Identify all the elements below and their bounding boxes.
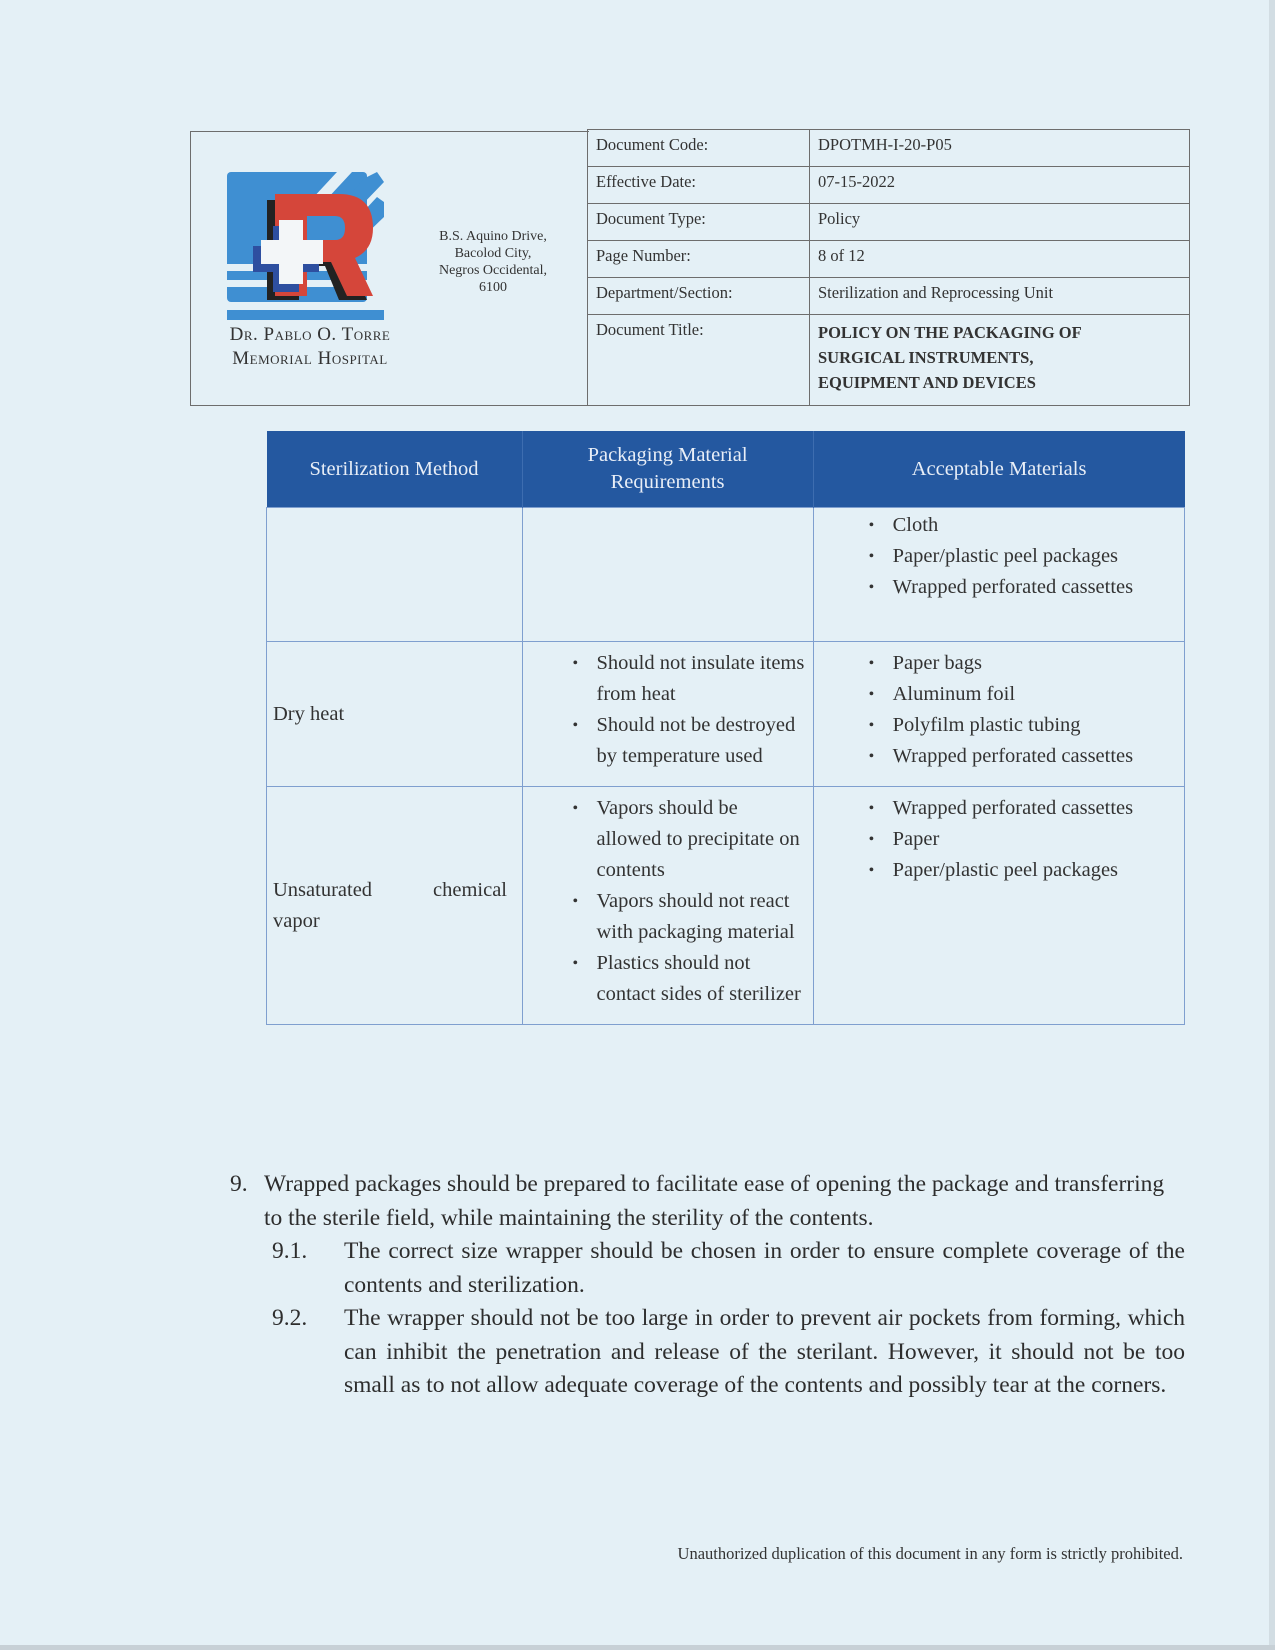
list-item: • Vapors should not react with packaging material: [565, 886, 805, 948]
materials-cell: [813, 508, 1184, 642]
document-header: [190, 131, 1190, 406]
method-cell: [267, 508, 523, 642]
table-row: [267, 642, 1185, 787]
sterilization-methods-table: [266, 431, 1185, 1025]
meta-value: Policy: [810, 204, 1190, 241]
meta-label: Department/Section:: [588, 278, 810, 315]
requirements-cell: [522, 508, 813, 642]
meta-row-effective-date: [588, 167, 1190, 204]
hospital-address: [413, 228, 573, 296]
column-header: Sterilization Method: [267, 431, 523, 508]
list-item: • Wrapped perforated cassettes: [861, 741, 1176, 772]
item-text: The wrapper should not be too large in order to prevent air pockets from forming, which can inhibit the penetration and release of the sterilant. However, it should not be too small as to not allow adequate coverage of the contents and possibly tear at the corners.: [344, 1305, 1185, 1398]
item-text: The correct size wrapper should be chosen in order to ensure complete coverage of the contents and sterilization.: [344, 1238, 1185, 1298]
hospital-name-line2: Memorial Hospital: [232, 348, 388, 369]
hospital-name: [205, 323, 415, 371]
meta-label: Effective Date:: [588, 167, 810, 204]
list-item: • Vapors should be allowed to precipitate on contents: [565, 793, 805, 886]
method-line: vapor: [273, 909, 320, 932]
list-item: • Paper/plastic peel packages: [861, 855, 1176, 886]
meta-label: Page Number:: [588, 241, 810, 278]
list-item: • Plastics should not contact sides of sterilizer: [565, 948, 805, 1010]
item-number: 9.: [230, 1171, 248, 1197]
meta-label: Document Type:: [588, 204, 810, 241]
list-item: • Should not insulate items from heat: [565, 648, 805, 710]
address-line: Bacolod City,: [454, 246, 532, 261]
meta-row-title: [588, 315, 1190, 406]
policy-item-9-1: [272, 1235, 1185, 1302]
hospital-name-line1: Dr. Pablo O. Torre: [229, 324, 391, 345]
list-item: • Polyfilm plastic tubing: [861, 710, 1176, 741]
table-header-row: [267, 431, 1185, 508]
materials-list: [822, 793, 1176, 886]
hospital-logo-icon: [227, 172, 384, 322]
meta-row-department: [588, 278, 1190, 315]
table-row: [267, 508, 1185, 642]
method-word: chemical: [433, 878, 507, 901]
method-cell: Dry heat: [267, 642, 523, 787]
document-title-line: EQUIPMENT AND DEVICES: [818, 373, 1036, 392]
column-header: Packaging Material Requirements: [522, 431, 813, 508]
list-item: • Wrapped perforated cassettes: [861, 793, 1176, 824]
list-item: • Cloth: [861, 510, 1176, 541]
requirements-list: [531, 793, 805, 1010]
document-title: [810, 315, 1190, 406]
method-line: [273, 875, 507, 906]
list-item: • Wrapped perforated cassettes: [861, 572, 1176, 603]
method-cell: [267, 787, 523, 1025]
materials-cell: [813, 642, 1184, 787]
meta-value: 8 of 12: [810, 241, 1190, 278]
document-title-line: POLICY ON THE PACKAGING OF: [818, 323, 1082, 342]
meta-row-type: [588, 204, 1190, 241]
address-line: 6100: [479, 280, 507, 295]
address-line: B.S. Aquino Drive,: [439, 229, 547, 244]
document-metadata-table: [587, 129, 1190, 406]
meta-row-page-number: [588, 241, 1190, 278]
column-header: Acceptable Materials: [813, 431, 1184, 508]
list-item: • Paper bags: [861, 648, 1176, 679]
policy-item-9-2: [272, 1302, 1185, 1403]
requirements-cell: [522, 642, 813, 787]
meta-label: Document Code:: [588, 130, 810, 167]
policy-item-9: [230, 1168, 1185, 1235]
item-number: 9.2.: [272, 1305, 308, 1331]
page-edge-shadow: [1269, 0, 1275, 1650]
list-item: • Aluminum foil: [861, 679, 1176, 710]
list-item: • Should not be destroyed by temperature used: [565, 710, 805, 772]
document-title-line: SURGICAL INSTRUMENTS,: [818, 348, 1034, 367]
materials-list: [822, 648, 1176, 772]
duplication-notice: Unauthorized duplication of this document in any form is strictly prohibited.: [677, 1544, 1183, 1563]
list-item: • Paper/plastic peel packages: [861, 541, 1176, 572]
materials-cell: [813, 787, 1184, 1025]
page-bottom-edge: [0, 1645, 1275, 1650]
requirements-cell: [522, 787, 813, 1025]
meta-label: Document Title:: [588, 315, 810, 406]
hospital-identity-box: [190, 131, 589, 406]
materials-list: [822, 510, 1176, 603]
meta-row-code: [588, 130, 1190, 167]
requirements-list: [531, 648, 805, 772]
meta-value: Sterilization and Reprocessing Unit: [810, 278, 1190, 315]
meta-value: DPOTMH-I-20-P05: [810, 130, 1190, 167]
address-line: Negros Occidental,: [438, 263, 548, 278]
item-number: 9.1.: [272, 1238, 308, 1264]
item-text: Wrapped packages should be prepared to facilitate ease of opening the package and transferring to the sterile field, while maintaining the sterility of the contents.: [264, 1171, 1165, 1231]
method-word: Unsaturated: [273, 878, 373, 901]
list-item: • Paper: [861, 824, 1176, 855]
meta-value: 07-15-2022: [810, 167, 1190, 204]
table-row: [267, 787, 1185, 1025]
